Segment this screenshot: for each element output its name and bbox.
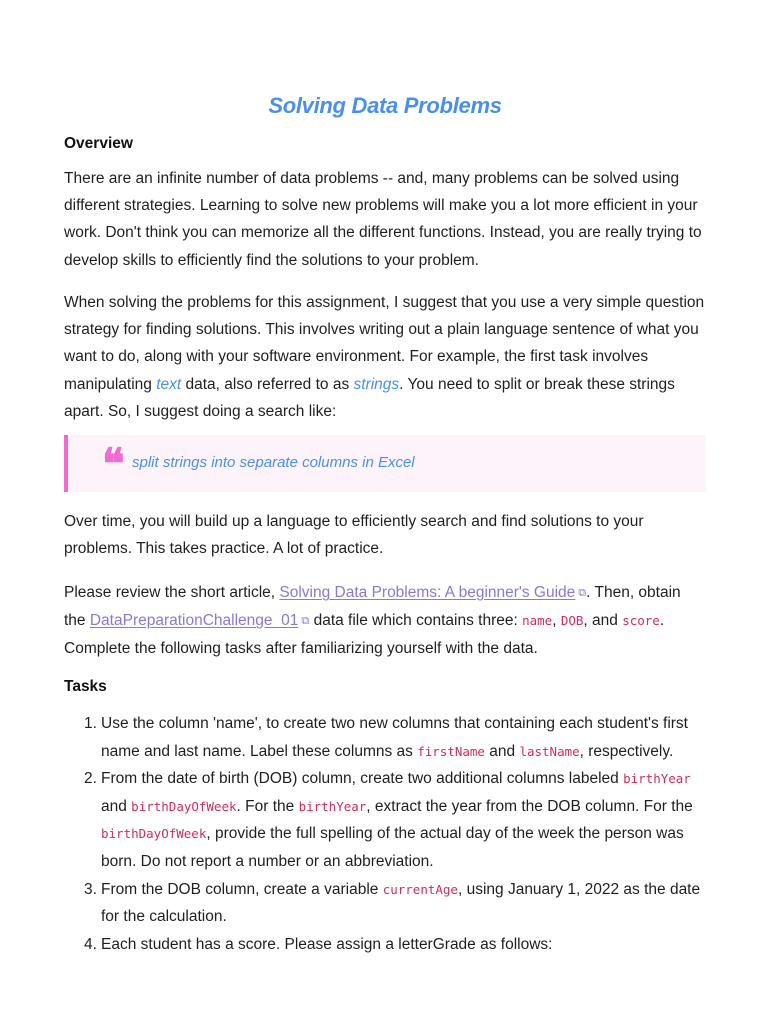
page-title: Solving Data Problems bbox=[268, 93, 502, 118]
paragraph-text: . Then, obtain the bbox=[64, 584, 681, 630]
tasks-list bbox=[64, 710, 706, 958]
task-item-1 bbox=[64, 710, 706, 765]
task-item-4 bbox=[64, 931, 706, 959]
overview-heading: Overview bbox=[64, 135, 133, 152]
task-item-3 bbox=[64, 876, 706, 931]
task-text: and bbox=[484, 742, 520, 760]
external-link-icon: ⧉ bbox=[578, 587, 587, 599]
code-lastname: lastName bbox=[519, 743, 580, 759]
overview-paragraph-3: Over time, you will build up a language to efficiently search and find solutions to your problems. This takes practice. A lot of practice. bbox=[64, 513, 644, 558]
code-birthyear: birthYear bbox=[298, 798, 367, 814]
task-number: 4. bbox=[84, 935, 97, 953]
task-number: 1. bbox=[84, 715, 97, 732]
code-firstname: firstName bbox=[417, 743, 485, 759]
quote-icon: ❝ bbox=[102, 439, 125, 488]
paragraph-text: , bbox=[552, 612, 561, 630]
data-file-link[interactable]: DataPreparationChallenge_01 bbox=[89, 612, 299, 630]
task-item-2 bbox=[64, 765, 706, 875]
task-text: , using January 1, 2022 as the date for the calculation. bbox=[101, 880, 701, 926]
code-birthyear: birthYear bbox=[623, 771, 691, 787]
term-strings: strings bbox=[353, 375, 400, 393]
search-quote-block bbox=[64, 435, 706, 492]
task-number: 2. bbox=[84, 770, 97, 788]
task-text: From the DOB column, create a variable bbox=[101, 880, 383, 898]
paragraph-text: Please review the short article, bbox=[64, 584, 280, 601]
task-text: , provide the full spelling of the actual day of the week the person was born. Do not report a number or an abbreviation. bbox=[101, 825, 684, 870]
code-name: name bbox=[522, 613, 553, 629]
code-score: score bbox=[622, 613, 660, 629]
code-dob: DOB bbox=[560, 613, 584, 629]
code-birthdayofweek: birthDayOfWeek bbox=[101, 826, 207, 842]
overview-paragraph-4 bbox=[64, 579, 706, 663]
paragraph-text: data file which contains three: bbox=[309, 612, 523, 630]
code-currentage: currentAge bbox=[382, 881, 458, 897]
task-text: , extract the year from the DOB column. For the bbox=[366, 797, 693, 815]
task-number: 3. bbox=[84, 880, 97, 898]
overview-paragraph-2 bbox=[64, 289, 706, 425]
article-link[interactable]: Solving Data Problems: A beginner's Guide bbox=[279, 584, 576, 601]
quote-text: split strings into separate columns in Excel bbox=[132, 454, 415, 471]
task-text: , respectively. bbox=[579, 742, 674, 760]
paragraph-text: . You need to split or break these strings apart. So, I suggest doing a search like: bbox=[64, 375, 675, 420]
task-text: From the date of birth (DOB) column, create two additional columns labeled bbox=[101, 770, 624, 788]
paragraph-text: When solving the problems for this assignment, I suggest that you use a very simple question strategy for finding solutions. This involves writing out a plain language sentence of what you want to do, along with your software environment. For example, the first task involves manipulating bbox=[64, 294, 705, 393]
overview-paragraph-1: There are an infinite number of data problems -- and, many problems can be solved using different strategies. Learning to solve new problems will make you a lot more efficient in your work. Don't think you can memorize all the different functions. Instead, you are really trying to develop skills to efficiently find the solutions to your problem. bbox=[64, 170, 702, 269]
task-text: Use the column 'name', to create two new columns that containing each student's first name and last name. Label these columns as bbox=[101, 715, 688, 760]
code-birthdayofweek: birthDayOfWeek bbox=[131, 798, 237, 814]
tasks-heading: Tasks bbox=[64, 678, 107, 695]
external-link-icon: ⧉ bbox=[301, 615, 310, 628]
task-text: Each student has a score. Please assign a letterGrade as follows: bbox=[101, 935, 553, 953]
paragraph-text: . Complete the following tasks after familiarizing yourself with the data. bbox=[64, 612, 665, 658]
task-text: and bbox=[101, 797, 132, 815]
task-text: . For the bbox=[236, 797, 299, 815]
paragraph-text: , and bbox=[583, 612, 623, 630]
paragraph-text: data, also referred to as bbox=[181, 375, 354, 393]
term-text: text bbox=[156, 375, 182, 393]
